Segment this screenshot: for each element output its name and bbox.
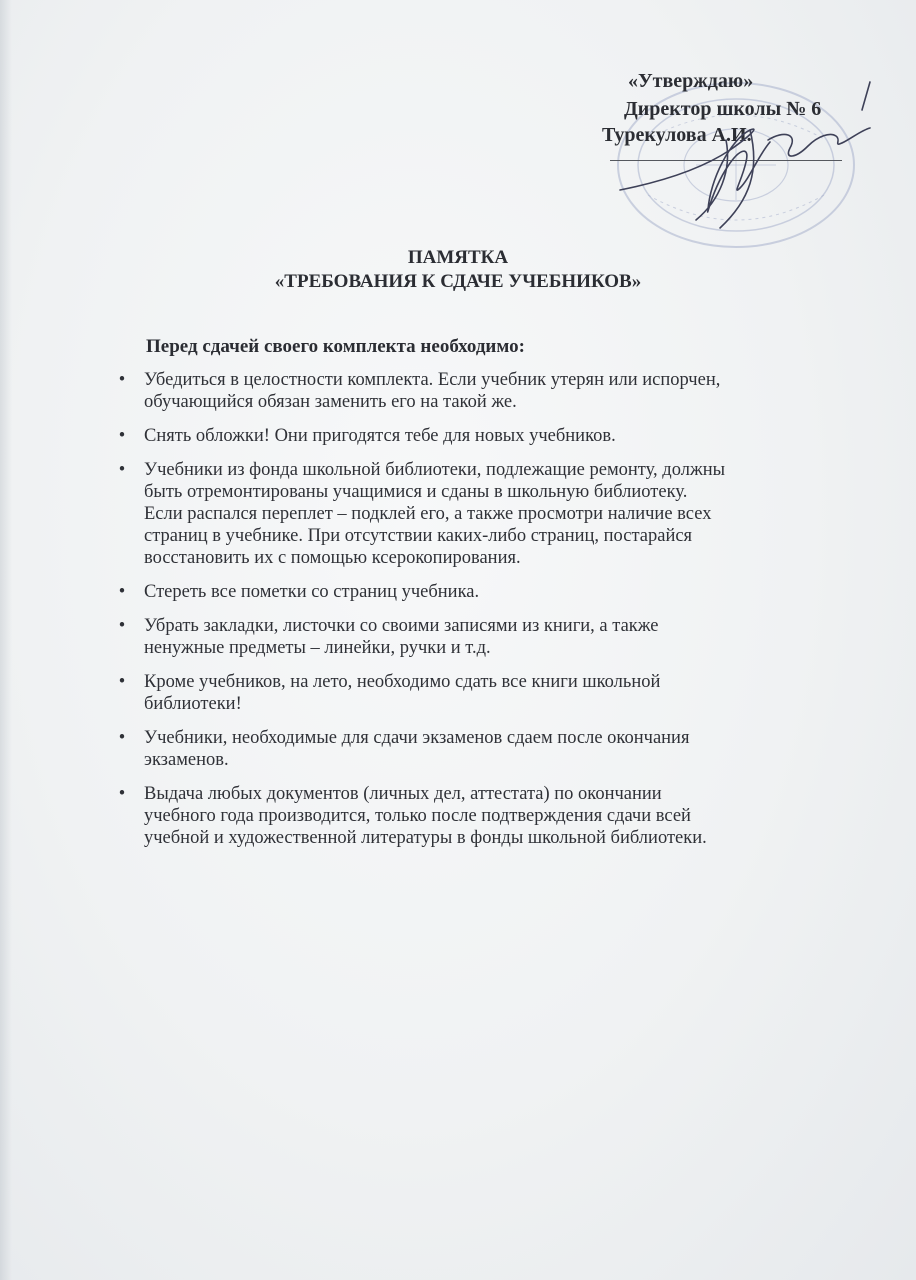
bullet: • [118,784,126,804]
approval-block [596,66,896,236]
requirements-list [116,369,886,861]
bullet: • [118,728,126,748]
intro-heading: Перед сдачей своего комплекта необходимо: [146,336,525,357]
bullet: • [118,370,126,390]
list-item-text: Стереть все пометки со страниц учебника. [144,582,480,602]
document-title [0,246,916,294]
approval-name: Турекулова А.И. [602,124,752,146]
approval-heading: «Утверждаю» [628,70,754,92]
list-item-text: Учебники из фонда школьной библиотеки, подлежащие ремонту, должны быть отремонтированы учащимися и сданы в школьную библиотеку. Если распался переплет – подклей его, а также просмотри наличие всех страниц в учебнике. При отсутствии каких-либо страниц, постарайся восстановить их с помощью ксерокопирования. [144,460,726,568]
list-item-text: Выдача любых документов (личных дел, аттестата) по окончании учебного года производится, только после подтверждения сдачи всей учебной и художественной литературы в фонды школьной библиотеки. [144,784,707,848]
list-item [116,459,886,569]
list-item-text: Учебники, необходимые для сдачи экзаменов сдаем после окончания экзаменов. [144,728,690,770]
list-item [116,581,886,603]
list-item [116,615,886,659]
bullet: • [118,426,126,446]
bullet: • [118,672,126,692]
signature-line [610,160,842,161]
page-edge-shadow [0,0,12,1280]
title-line-1: ПАМЯТКА [407,247,509,268]
bullet: • [118,616,126,636]
approval-position: Директор школы № 6 [624,98,822,120]
list-item-text: Убедиться в целостности комплекта. Если учебник утерян или испорчен, обучающийся обязан заменить его на такой же. [144,370,721,412]
list-item [116,783,886,849]
bullet: • [118,582,126,602]
list-item [116,727,886,771]
list-item-text: Кроме учебников, на лето, необходимо сдать все книги школьной библиотеки! [144,672,661,714]
title-line-2: «ТРЕБОВАНИЯ К СДАЧЕ УЧЕБНИКОВ» [274,271,642,292]
list-item-text: Убрать закладки, листочки со своими записями из книги, а также ненужные предметы – линейки, ручки и т.д. [144,616,659,658]
bullet: • [118,460,126,480]
list-item [116,369,886,413]
list-item [116,425,886,447]
list-item [116,671,886,715]
list-item-text: Снять обложки! Они пригодятся тебе для новых учебников. [144,426,616,446]
